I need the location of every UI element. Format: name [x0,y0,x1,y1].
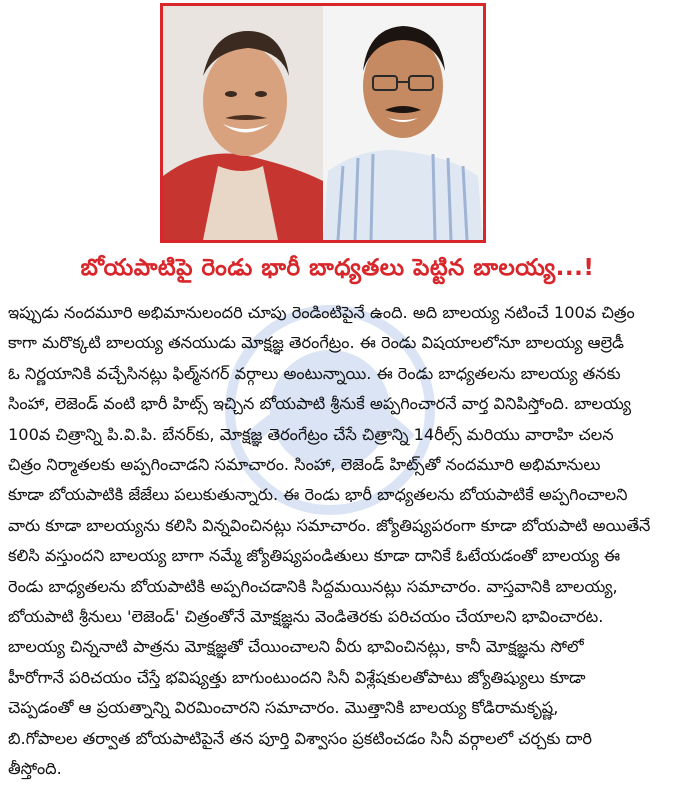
article-line: తీస్తోంది. [8,759,62,779]
article-line: 100వ చిత్రాన్ని పి.వి.పి. బేనర్‌కు, మోక్షజ్ఞ తెరంగేట్రం చేసే చిత్రాన్ని 14రీల్స్ మరియు వారాహి చలన [8,424,614,444]
article-line: సింహా, లెజెండ్ వంటి భారీ హిట్స్ ఇచ్చిన బోయపాటి శ్రీనుకే అప్పగించారనే వార్త వినిపిస్తోంది. బాలయ్య [8,394,632,414]
header-photo [160,3,486,243]
two-person-photo [163,6,483,240]
article-line: కూడా బోయపాటికి జేజేలు పలుకుతున్నారు. ఈ రెండు భారీ బాధ్యతలను బోయపాటికే అప్పగించాలని [8,485,628,505]
article-line: కలిసి వస్తుందని బాలయ్య బాగా నమ్మే జ్యోతిష్యపండితులు కూడా దానికే ఓటేయడంతో బాలయ్య ఈ [8,546,621,566]
article-line: కాగా మరొక్కటి బాలయ్య తనయుడు మోక్షజ్ఞ తెరంగేట్రం. ఈ రెండు విషయాలలోనూ బాలయ్య ఆల్రెడీ [8,333,625,353]
article-line: చెప్పడంతో ఆ ప్రయత్నాన్ని విరమించారని సమాచారం. మొత్తానికి బాలయ్య కోడిరామకృష్ణ, [8,698,559,718]
article-line: ఇప్పుడు నందమూరి అభిమానులందరి చూపు రెండింటిపైనే ఉంది. అది బాలయ్య నటించే 100వ చిత్రం [8,303,635,322]
article-line: బాలయ్య చిన్ననాటి పాత్రను మోక్షజ్ఞతో చేయించాలని వీరు భావించినట్లు, కానీ మోక్షజ్ఞను సోలో [8,637,584,657]
article-line: వారు కూడా బాలయ్యను కలిసి విన్నవించినట్లు సమాచారం. జ్యోతిష్యపరంగా కూడా బోయపాటి అయితేనే [8,515,651,535]
article-line: ఓ నిర్ణయానికి వచ్చేసినట్లు ఫిల్మ్‌నగర్ వర్గాలు అంటున్నాయి. ఈ రెండు బాధ్యతలను బాలయ్య తనకు [8,363,621,383]
article-line: రెండు బాధ్యతలను బోయపాటికి అప్పగించడానికి సిద్దమయినట్లు సమాచారం. వాస్తవానికి బాలయ్య, [8,576,618,596]
article-line: బి.గోపాలల తర్వాత బోయపాటిపైనే తన పూర్తి విశ్వాసం ప్రకటించడం సినీ వర్గాలలో చర్చకు దారి [8,728,593,748]
article-line: హీరోగానే పరిచయం చేస్తే భవిష్యత్తు బాగుంటుందని సినీ విశ్లేషకులతోపాటు జ్యోతిష్యులు కూడా [8,667,586,687]
article-line: చిత్రం నిర్మాతలకు అప్పగించాడని సమాచారం. సింహా, లెజెండ్ హిట్స్‌తో నందమూరి అభిమానులు [8,455,601,475]
article-line: బోయపాటి శ్రీనులు 'లెజెండ్' చిత్రంతోనే మోక్షజ్ఞను వెండితెరకు పరిచయం చేయాలని భావించారట. [8,607,604,627]
article-headline: బోయపాటిపై రెండు భారీ బాధ్యతలు పెట్టిన బాలయ్య...! [80,255,595,281]
article-body [8,298,667,785]
